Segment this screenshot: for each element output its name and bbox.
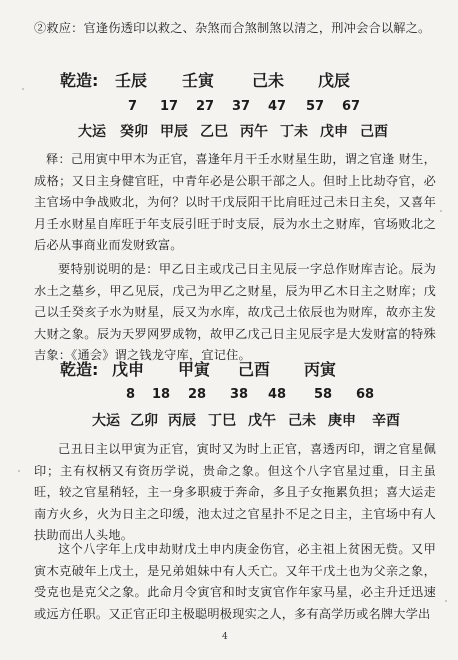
paragraph-explanation-4: 这个八字年上戊申劫财戊土申内庚金伤官，必主祖上贫困无赀。又甲寅木克破年上戊土，是兄弟姐妹中有人夭亡。又年干戊土也为父亲之象，受克也是克父之象。此命月令寅官和时支寅官作年家马星，必主升迁迅速或远方任职。又正官正印主极聪明极现实之人，多有高学历或名牌大学出 <box>34 542 436 621</box>
chart1-dayun-item: 丙午 <box>240 124 268 140</box>
chart2-age: 48 <box>268 387 287 402</box>
chart2-pillar-hour: 丙寅 <box>304 360 337 379</box>
chart1-label: 乾造: <box>60 71 99 90</box>
chart1-age: 57 <box>306 99 325 114</box>
page-number: 4 <box>222 632 228 642</box>
chart2-age: 8 <box>126 387 136 402</box>
chart2-age: 28 <box>188 387 207 402</box>
chart1-pillars-row <box>0 68 458 90</box>
chart1-dayun-label: 大运 <box>78 124 106 140</box>
chart1-age: 27 <box>196 99 215 114</box>
chart2-dayun-label: 大运 <box>92 413 120 429</box>
scan-speck <box>440 210 442 212</box>
scan-speck <box>445 600 447 602</box>
chart2-dayun-row <box>0 410 458 430</box>
chart2-dayun-item: 庚申 <box>328 413 356 429</box>
chart1-dayun-row <box>0 121 458 141</box>
chart2-age: 38 <box>230 387 249 402</box>
chart2-dayun-item: 丙辰 <box>168 413 196 429</box>
paragraph-explanation-2: 要特别说明的是：甲乙日主或戊己日主见辰一字总作财库吉论。辰为水土之墓乡，甲乙见辰，戊己为甲乙之财星，辰为甲乙木日主之财库；戊己以壬癸亥子水为财星，辰又为水库，故戊己土依辰也为财库，故亦主发大财之象。辰为天罗网罗成物，故甲乙戊己日主见辰字是大发财富的特殊吉象：《通会》谓之钱龙守库，宜记住。 <box>34 262 436 362</box>
chart1-dayun-item: 乙巳 <box>200 124 228 140</box>
chart2-pillar-year: 戊申 <box>112 360 145 379</box>
chart2-age: 18 <box>152 387 171 402</box>
chart2-dayun-item: 丁巳 <box>208 413 236 429</box>
chart2-pillars-row <box>0 357 458 379</box>
paragraph-explanation-3: 己丑日主以甲寅为正官，寅时又为时上正官，喜透丙印，谓之官星佩印；主有权柄又有资历学说，贵命之象。但这个八字官星过重，日主虽旺，较之官星稍轻，主一身多职疲于奔命，多且子女拖累负担；喜大运走南方火乡，火为日主之印缓，池太过之官星扑不足之日主，主官场中有人扶助而出人头地。 <box>34 442 436 542</box>
chart1-dayun-item: 己酉 <box>360 124 388 140</box>
chart1-age: 47 <box>268 99 287 114</box>
chart1-dayun-item: 癸卯 <box>120 124 148 140</box>
chart1-age: 37 <box>232 99 251 114</box>
paragraph-intro: ②救应：官逢伤透印以救之、杂煞而合煞制煞以清之，刑冲会合以解之。 <box>34 21 431 35</box>
chart1-pillar-hour: 戊辰 <box>318 71 351 90</box>
chart1-pillar-year: 壬辰 <box>115 71 148 90</box>
chart1-pillar-month: 壬寅 <box>182 71 215 90</box>
chart2-age: 68 <box>356 387 375 402</box>
chart1-dayun-item: 戊申 <box>320 124 348 140</box>
chart2-pillar-month: 甲寅 <box>178 360 211 379</box>
chart1-ages-row <box>0 99 458 117</box>
chart2-dayun-item: 乙卯 <box>130 413 158 429</box>
chart1-age: 67 <box>342 99 361 114</box>
chart1-age: 17 <box>160 99 179 114</box>
paragraph-explanation-1: 释：己用寅中甲木为正官，喜逢年月干壬水财星生助，谓之官逢 财生，成格；又日主身健官旺，中青年必是公职干部之人。但时上比劫夺官，必主官场中争战败北，为何？以时干戊辰阳干比肩旺过己未日主矣，又喜年月壬水财星自库旺于年支辰引旺于时支辰，辰为水土之财库，官场败北之后必从事商业而发财致富。 <box>34 152 436 252</box>
scan-speck <box>18 470 20 472</box>
chart2-label: 乾造: <box>60 360 99 379</box>
chart1-dayun-item: 丁未 <box>280 124 308 140</box>
chart1-dayun-item: 甲辰 <box>160 124 188 140</box>
chart2-dayun-item: 辛酉 <box>372 413 400 429</box>
chart2-age: 58 <box>314 387 333 402</box>
chart1-age: 7 <box>128 99 138 114</box>
chart2-pillar-day: 己酉 <box>238 360 271 379</box>
chart2-dayun-item: 己未 <box>288 413 316 429</box>
chart2-ages-row <box>0 387 458 405</box>
scan-speck <box>22 88 24 90</box>
chart2-dayun-item: 戊午 <box>248 413 276 429</box>
chart1-pillar-day: 己未 <box>252 71 285 90</box>
